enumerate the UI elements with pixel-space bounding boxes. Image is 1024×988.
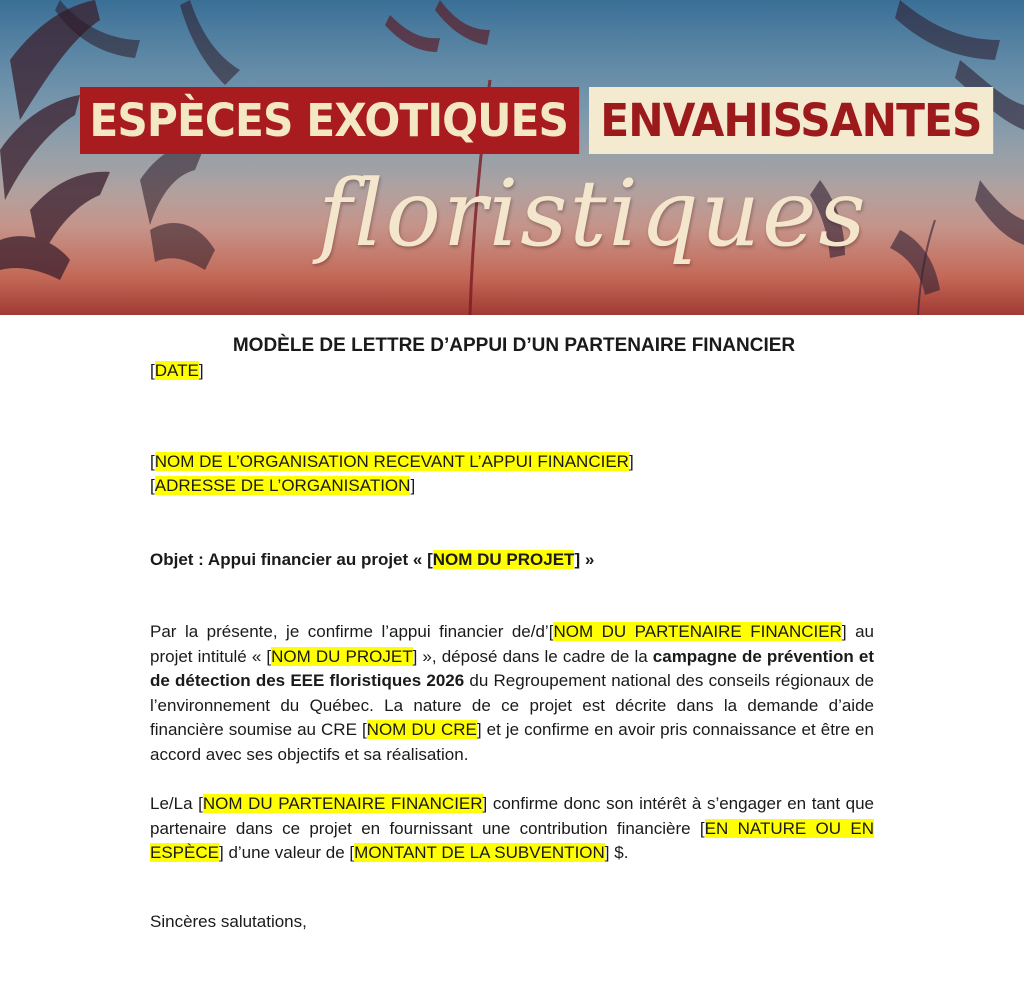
- grass-plumes-background: [0, 0, 1024, 315]
- date-placeholder: [DATE]: [150, 361, 204, 380]
- p2-text-1: Le/La: [150, 794, 199, 813]
- recipient-name: [NOM DE L’ORGANISATION RECEVANT L’APPUI FINANCIER]: [150, 452, 634, 471]
- p1-project-field[interactable]: NOM DU PROJET: [271, 646, 413, 666]
- header-banner: [0, 0, 1024, 315]
- banner-title: [80, 87, 1019, 154]
- p2-text-2: confirme donc son intérêt à s’engager en tant que partenaire dans ce projet en fournissant une contribution financière: [150, 794, 874, 838]
- banner-title-part1: ESPÈCES EXOTIQUES: [80, 87, 579, 154]
- p1-text-1: Par la présente, je confirme l’appui financier de/d’: [150, 622, 549, 641]
- p1-text-3: », déposé dans le cadre de la: [417, 646, 653, 666]
- org-address-field[interactable]: ADRESSE DE L’ORGANISATION: [154, 476, 411, 495]
- p1-text-4: du Regroupement national des conseils régionaux de l’environnement du Québec. La nature de ce projet est décrite dans la demande d’aide financière soumise au CRE: [150, 671, 874, 739]
- date-field[interactable]: DATE: [154, 361, 199, 380]
- campaign-name: campagne de prévention et de détection des EEE floristiques 2026: [150, 646, 874, 690]
- subject-project-field[interactable]: NOM DU PROJET: [432, 550, 575, 569]
- org-name-field[interactable]: NOM DE L’ORGANISATION RECEVANT L’APPUI FINANCIER: [154, 452, 629, 471]
- paragraph-1: Par la présente, je confirme l’appui financier de/d’[NOM DU PARTENAIRE FINANCIER] au projet intitulé « [NOM DU PROJET] », déposé dans le cadre de la campagne de prévention et de détection des EEE floristiques 2026 du Regroupement national des conseils régionaux de l’environnement du Québec. La nature de ce projet est décrite dans la demande d’aide financière soumise au CRE [NOM DU CRE] et je confirme en avoir pris connaissance et être en accord avec ses objectifs et sa réalisation.: [150, 622, 874, 764]
- subject-line: Objet : Appui financier au projet « [NOM DU PROJET] »: [150, 550, 595, 569]
- subject-prefix: Objet : Appui financier au projet «: [150, 550, 428, 569]
- p1-partner-field[interactable]: NOM DU PARTENAIRE FINANCIER: [553, 622, 842, 641]
- document-heading: MODÈLE DE LETTRE D’APPUI D’UN PARTENAIRE FINANCIER: [232, 335, 796, 356]
- banner-title-part2: ENVAHISSANTES: [589, 87, 993, 154]
- p1-text-2: au projet intitulé «: [150, 622, 874, 666]
- p2-type-field[interactable]: EN NATURE OU EN ESPÈCE: [150, 818, 874, 862]
- paragraph-2: Le/La [NOM DU PARTENAIRE FINANCIER] confirme donc son intérêt à s’engager en tant que partenaire dans ce projet en fournissant une contribution financière [EN NATURE OU EN ESPÈCE] d’une valeur de [MONTANT DE LA SUBVENTION] $.: [150, 794, 874, 862]
- p2-text-3: d’une valeur de: [223, 843, 350, 862]
- p2-partner-field[interactable]: NOM DU PARTENAIRE FINANCIER: [202, 794, 483, 813]
- p1-text-5: et je confirme en avoir pris connaissance et être en accord avec ses objectifs et sa réalisation.: [150, 720, 874, 764]
- p1-cre-field[interactable]: NOM DU CRE: [366, 720, 477, 739]
- closing: Sincères salutations,: [150, 912, 307, 931]
- subject-suffix: »: [580, 550, 595, 569]
- banner-subtitle: floristiques: [318, 160, 868, 267]
- p2-text-4: $.: [609, 843, 629, 862]
- p2-amount-field[interactable]: MONTANT DE LA SUBVENTION: [354, 843, 605, 862]
- recipient-address: [ADRESSE DE L’ORGANISATION]: [150, 476, 416, 495]
